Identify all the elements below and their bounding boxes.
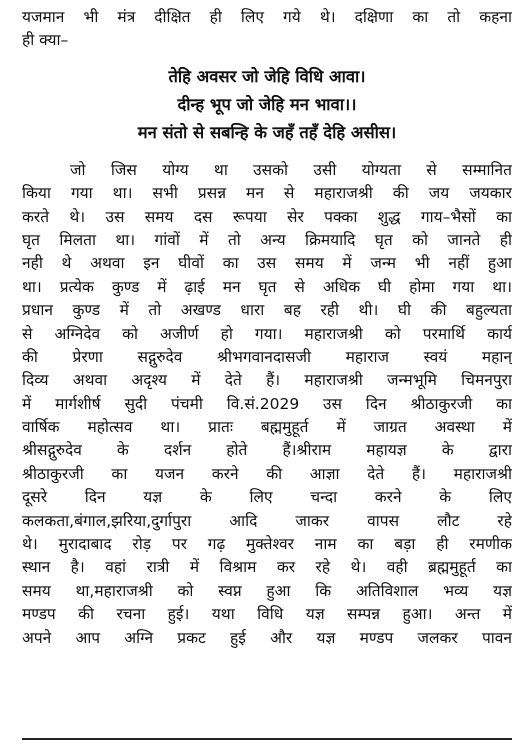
text-line: कलकता,बंगाल,झरिया,दुर्गापुरा आदि जाकर वापस लौट रहे: [22, 511, 512, 530]
text-line: से अग्निदेव को अजीर्ण हो गया। महाराजश्री को परमार्थि कार्य: [22, 324, 512, 343]
text-line: था। प्रत्येक कुण्ड में ढ़ाई मन घृत से अधिक घी होमा गया था।: [22, 277, 512, 296]
text-line: श्रीठाकुरजी का यजन करने की आज्ञा देते हैं। महाराजश्री: [22, 464, 512, 483]
text-line: में मार्गशीर्ष सुदी पंचमी वि.सं.2029 उस दिन श्रीठाकुरजी का: [22, 394, 512, 413]
text-line: स्थान है। वहां रात्री में विश्राम कर रहे थे। वही ब्रह्ममुहूर्त का: [22, 558, 512, 577]
verse-line: दीन्ह भूप जो जेहि मन भावा।।: [177, 94, 357, 114]
text-line: जो जिस योग्य था उसको उसी योग्यता से सम्मानित: [70, 160, 512, 179]
text-line: वार्षिक महोत्सव था। प्रातः बह्ममुहूर्त में जाग्रत अवस्था में: [22, 418, 512, 437]
text-line: यजमान भी मंत्र दीक्षित ही लिए गये थे। दक्षिणा का तो कहना: [22, 8, 512, 26]
text-line: करते थे। उस समय दस रूपया सेर पक्का शुद्ध गाय–भैसों का: [22, 207, 512, 226]
text-line: की प्रेरणा सद्गुरुदेव श्रीभगवानदासजी महाराज स्वयं महान्: [22, 347, 512, 366]
body-paragraph: [22, 159, 512, 650]
verse-line: तेहि अवसर जो जेहि विधि आवा।: [168, 66, 366, 86]
text-line: किया गया था। सभी प्रसन्न मन से महाराजश्री की जय जयकार: [22, 184, 512, 203]
text-line: थे। मुरादाबाद रोड़ पर गढ़ मुक्तेश्वर नाम का बड़ा ही रमणीक: [22, 535, 512, 554]
verse-block: [22, 63, 512, 147]
text-line: अपने आप अग्नि प्रकट हुई और यज्ञ मण्डप जलकर पावन: [22, 628, 512, 647]
text-line: दूसरे दिन यज्ञ के लिए चन्दा करने के लिए: [22, 488, 512, 507]
text-line: दिव्य अथवा अदृश्य में देते हैं। महाराजश्री जन्मभूमि चिमनपुरा: [22, 371, 512, 390]
intro-text: [22, 6, 512, 53]
text-line: श्रीसद्गुरुदेव के दर्शन होते हैं।श्रीराम महायज्ञ के द्वारा: [22, 441, 512, 460]
text-line: समय था,महाराजश्री को स्वप्न हुआ कि अतिविशाल भव्य यज्ञ: [22, 581, 512, 600]
verse-line: मन संतो से सबन्हि के जहँ तहँ देहि असीस।: [137, 122, 397, 142]
bottom-rule: [22, 738, 512, 740]
text-line: घृत मिलता था। गांवों में तो अन्य क्रिमयादि घृत को जानते ही: [22, 230, 512, 249]
text-line: प्रधान कुण्ड में तो अखण्ड धारा बह रही थी। घी की बहुल्यता: [22, 301, 512, 320]
text-line: ही क्या–: [22, 31, 69, 50]
text-line: मण्डप की रचना हुई। यथा विधि यज्ञ सम्पन्न हुआ। अन्त में: [22, 605, 512, 624]
text-line: नही थे अथवा इन घीवों का उस समय में जन्म भी नहीं हुआ: [22, 254, 512, 273]
